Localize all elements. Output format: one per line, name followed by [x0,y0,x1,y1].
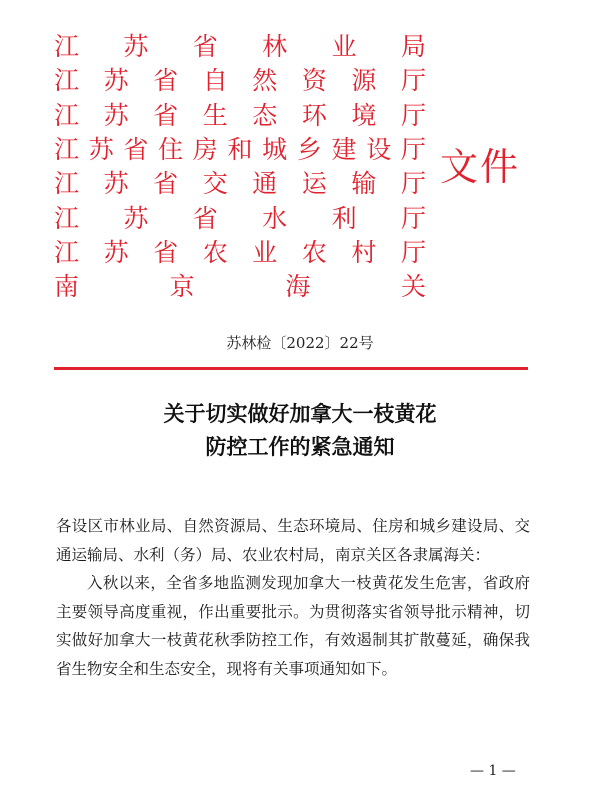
issuer-char: 源 [351,66,377,96]
issuer-line [54,30,426,64]
issuer-char: 海 [285,272,311,302]
issuer-char: 苏 [103,169,129,199]
issuer-char: 生 [202,100,228,130]
issuer-char: 水 [262,203,288,233]
issuer-char: 江 [54,169,80,199]
issuer-char: 城 [262,135,288,165]
issuer-line [54,64,426,98]
issuer-char: 房 [192,135,218,165]
issuer-char: 林 [262,32,288,62]
issuer-char: 利 [331,203,357,233]
issuing-authorities [54,30,426,304]
issuer-line [54,133,426,167]
issuer-char: 资 [301,66,327,96]
issuer-char: 厅 [400,169,426,199]
issuer-char: 设 [366,135,392,165]
issuer-line [54,201,426,235]
issuer-char: 江 [54,66,80,96]
issuer-char: 关 [400,272,426,302]
issuer-char: 京 [169,272,195,302]
issuer-char: 省 [153,169,179,199]
issuer-char: 南 [54,272,80,302]
issuer-char: 境 [351,100,377,130]
page-number: — 1 — [470,763,516,779]
issuer-char: 苏 [103,66,129,96]
addressees-paragraph: 各设区市林业局、自然资源局、生态环境局、住房和城乡建设局、交通运输局、水利（务）局、农业农村局，南京关区各隶属海关： [56,517,530,564]
issuer-char: 省 [153,100,179,130]
red-divider-line [54,367,528,370]
title-line-1: 关于切实做好加拿大一枝黄花 [163,402,437,426]
issuer-char: 和 [227,135,253,165]
issuer-char: 厅 [400,203,426,233]
document-body [56,512,530,683]
issuer-char: 农 [202,237,228,267]
issuer-char: 运 [301,169,327,199]
issuer-char: 农 [301,237,327,267]
issuer-char: 输 [351,169,377,199]
issuer-char: 江 [54,203,80,233]
issuer-char: 建 [331,135,357,165]
document-number: 苏林检〔2022〕22号 [226,334,374,352]
issuer-char: 通 [252,169,278,199]
issuer-char: 然 [252,66,278,96]
issuer-char: 苏 [123,203,149,233]
issuer-char: 自 [202,66,228,96]
issuer-char: 苏 [103,237,129,267]
issuer-char: 厅 [400,100,426,130]
issuer-char: 省 [192,32,218,62]
issuer-char: 省 [153,237,179,267]
issuer-char: 苏 [88,135,114,165]
body-paragraph: 入秋以来，全省多地监测发现加拿大一枝黄花发生危害，省政府主要领导高度重视，作出重要批示。为贯彻落实省领导批示精神，切实做好加拿大一枝黄花秋季防控工作，有效遏制其扩散蔓延，确保我省生物安全和生态安全，现将有关事项通知如下。 [56,574,530,678]
issuer-char: 住 [158,135,184,165]
issuer-line [54,99,426,133]
issuer-char: 江 [54,32,80,62]
issuer-line [54,167,426,201]
issuer-char: 厅 [400,135,426,165]
issuer-char: 江 [54,135,80,165]
document-title [0,398,600,464]
issuer-char: 江 [54,237,80,267]
issuer-line [54,270,426,304]
issuer-char: 业 [252,237,278,267]
issuer-char: 村 [351,237,377,267]
issuer-char: 省 [153,66,179,96]
issuer-char: 江 [54,100,80,130]
issuer-char: 省 [123,135,149,165]
issuer-char: 环 [301,100,327,130]
issuer-char: 厅 [400,66,426,96]
issuer-char: 厅 [400,237,426,267]
issuer-char: 态 [252,100,278,130]
title-line-2: 防控工作的紧急通知 [205,435,395,459]
issuer-char: 业 [331,32,357,62]
issuer-char: 苏 [103,100,129,130]
issuer-char: 苏 [123,32,149,62]
issuer-char: 省 [192,203,218,233]
issuer-char: 交 [202,169,228,199]
issuer-char: 乡 [296,135,322,165]
issuer-line [54,236,426,270]
issuer-char: 局 [400,32,426,62]
document-label: 文件 [440,145,521,189]
